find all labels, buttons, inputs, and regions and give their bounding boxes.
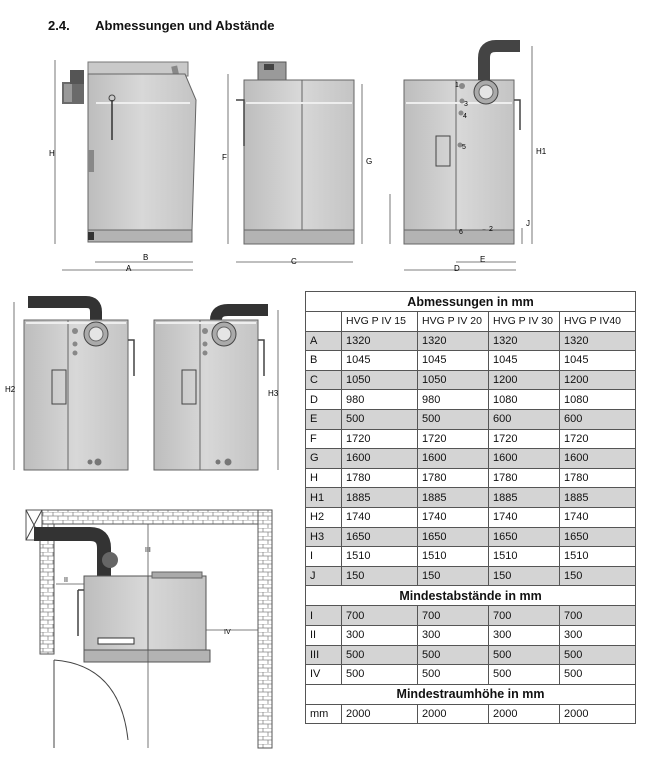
row-value: 1650 (342, 527, 418, 547)
label-G: G (366, 157, 373, 166)
row-value: 2000 (489, 704, 560, 724)
row-value: 600 (560, 409, 636, 429)
model-header: HVG P IV 20 (418, 312, 489, 332)
door-swing (54, 660, 128, 748)
label-n6: 6 (459, 229, 463, 236)
row-value: 1320 (418, 331, 489, 351)
row-label: B (306, 351, 342, 371)
row-value: 1885 (560, 488, 636, 508)
row-value: 1600 (560, 449, 636, 469)
row-value: 1780 (560, 468, 636, 488)
row-label: H3 (306, 527, 342, 547)
model-header: HVG P IV 15 (342, 312, 418, 332)
row-label: A (306, 331, 342, 351)
model-header: HVG P IV 30 (489, 312, 560, 332)
row-value: 980 (342, 390, 418, 410)
section-number: 2.4. (48, 18, 70, 33)
dimensions-table-body (306, 292, 636, 724)
table-row (306, 527, 636, 547)
row-value: 1320 (342, 331, 418, 351)
row-value: 1600 (418, 449, 489, 469)
row-label: F (306, 429, 342, 449)
row-value: 300 (342, 625, 418, 645)
row-value: 1510 (560, 547, 636, 567)
row-value: 1720 (342, 429, 418, 449)
row-label: D (306, 390, 342, 410)
row-value: 1650 (489, 527, 560, 547)
row-label: G (306, 449, 342, 469)
section-title-distances: Mindestabstände in mm (306, 586, 636, 606)
table-section-distances (306, 586, 636, 606)
table-row (306, 665, 636, 685)
label-n5: 5 (462, 144, 466, 151)
row-value: 1650 (560, 527, 636, 547)
boiler-side-view (62, 62, 196, 242)
label-H2: H2 (5, 385, 16, 394)
row-value: 1080 (489, 390, 560, 410)
row-label: E (306, 409, 342, 429)
row-value: 150 (560, 566, 636, 586)
row-label: H (306, 468, 342, 488)
row-value: 1780 (342, 468, 418, 488)
label-J: J (526, 219, 530, 228)
row-value: 1510 (418, 547, 489, 567)
row-value: 1600 (489, 449, 560, 469)
row-value: 1045 (342, 351, 418, 371)
table-row (306, 449, 636, 469)
row-label: C (306, 370, 342, 390)
row-value: 1720 (418, 429, 489, 449)
boiler-front-view (236, 62, 354, 244)
section-title: Abmessungen und Abstände (95, 18, 275, 33)
row-value: 1045 (418, 351, 489, 371)
table-row (306, 488, 636, 508)
row-value: 1885 (418, 488, 489, 508)
row-value: 1720 (560, 429, 636, 449)
row-label: IV (306, 665, 342, 685)
row-value: 1510 (342, 547, 418, 567)
row-value: 1050 (342, 370, 418, 390)
table-section-room-height (306, 684, 636, 704)
row-value: 1780 (418, 468, 489, 488)
table-row (306, 351, 636, 371)
row-label: I (306, 547, 342, 567)
row-label: H1 (306, 488, 342, 508)
room-boiler (34, 534, 210, 662)
row-value: 500 (342, 645, 418, 665)
row-value: 1320 (489, 331, 560, 351)
row-value: 1740 (560, 507, 636, 527)
label-E: E (480, 255, 486, 264)
table-row (306, 507, 636, 527)
table-header-row (306, 312, 636, 332)
row-value: 300 (489, 625, 560, 645)
row-value: 1080 (560, 390, 636, 410)
table-row (306, 704, 636, 724)
row-value: 600 (489, 409, 560, 429)
row-value: 500 (418, 409, 489, 429)
row-value: 150 (489, 566, 560, 586)
row-value: 500 (418, 645, 489, 665)
row-value: 1510 (489, 547, 560, 567)
table-row (306, 429, 636, 449)
row-value: 1885 (489, 488, 560, 508)
label-D: D (454, 264, 460, 273)
row-value: 1740 (489, 507, 560, 527)
table-row (306, 390, 636, 410)
row-value: 300 (560, 625, 636, 645)
row-label: I (306, 606, 342, 626)
row-value: 500 (342, 409, 418, 429)
row-value: 2000 (560, 704, 636, 724)
row-label: mm (306, 704, 342, 724)
row-value: 1650 (418, 527, 489, 547)
label-II: II (64, 577, 68, 584)
table-row (306, 331, 636, 351)
label-IV: IV (224, 629, 231, 636)
row-value: 1720 (489, 429, 560, 449)
row-value: 1740 (418, 507, 489, 527)
boiler-rear-view-h2 (24, 302, 134, 470)
row-value: 300 (418, 625, 489, 645)
table-section-dimensions (306, 292, 636, 312)
row-value: 2000 (342, 704, 418, 724)
row-value: 1780 (489, 468, 560, 488)
row-label: H2 (306, 507, 342, 527)
label-H3: H3 (268, 389, 279, 398)
row-value: 150 (342, 566, 418, 586)
row-value: 700 (342, 606, 418, 626)
row-value: 980 (418, 390, 489, 410)
table-row (306, 468, 636, 488)
table-row (306, 606, 636, 626)
boiler-rear-view-h3 (154, 310, 268, 470)
label-III: III (145, 547, 151, 554)
section-title-room-height: Mindestraumhöhe in mm (306, 684, 636, 704)
row-label: III (306, 645, 342, 665)
row-value: 1200 (489, 370, 560, 390)
row-label: II (306, 625, 342, 645)
row-value: 1600 (342, 449, 418, 469)
row-value: 700 (560, 606, 636, 626)
table-row (306, 370, 636, 390)
row-value: 700 (489, 606, 560, 626)
label-B: B (143, 253, 149, 262)
label-n1: 1 (455, 82, 459, 89)
dimensions-table (305, 291, 636, 724)
row-value: 1200 (560, 370, 636, 390)
row-value: 500 (418, 665, 489, 685)
table-row (306, 645, 636, 665)
row-value: 150 (418, 566, 489, 586)
row-value: 500 (489, 665, 560, 685)
row-value: 1740 (342, 507, 418, 527)
table-row (306, 566, 636, 586)
row-value: 700 (418, 606, 489, 626)
section-title-dimensions: Abmessungen in mm (306, 292, 636, 312)
model-header: HVG P IV40 (560, 312, 636, 332)
label-n3: 3 (464, 101, 468, 108)
row-value: 1320 (560, 331, 636, 351)
label-n4: 4 (463, 113, 467, 120)
table-row (306, 547, 636, 567)
label-A: A (126, 264, 132, 273)
label-F: F (222, 153, 227, 162)
label-n2: 2 (489, 226, 493, 233)
label-H1: H1 (536, 147, 547, 156)
label-C: C (291, 257, 297, 266)
table-row (306, 625, 636, 645)
row-value: 1045 (560, 351, 636, 371)
row-value: 500 (560, 665, 636, 685)
row-value: 1045 (489, 351, 560, 371)
row-value: 2000 (418, 704, 489, 724)
row-value: 500 (342, 665, 418, 685)
table-row (306, 409, 636, 429)
header-empty-cell (306, 312, 342, 332)
row-value: 1885 (342, 488, 418, 508)
label-H: H (49, 149, 55, 158)
row-value: 500 (489, 645, 560, 665)
row-value: 500 (560, 645, 636, 665)
row-value: 1050 (418, 370, 489, 390)
row-label: J (306, 566, 342, 586)
